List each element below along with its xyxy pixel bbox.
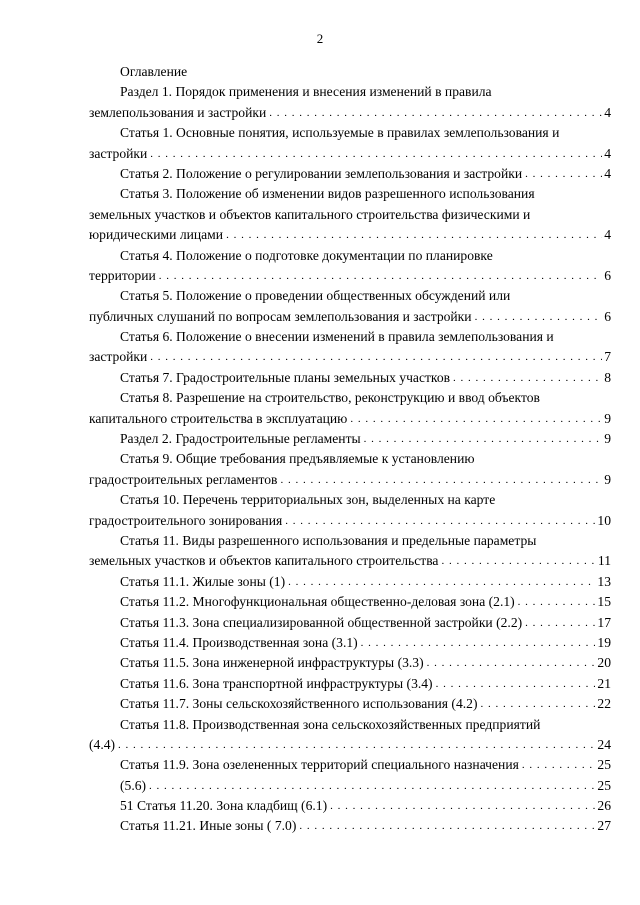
toc-dot-leader	[330, 796, 595, 816]
toc-entry-title: Статья 11.21. Иные зоны ( 7.0)	[120, 818, 297, 834]
toc-entry-title: Статья 11.6. Зона транспортной инфраструктуры (3.4)	[120, 675, 433, 691]
toc-dot-leader	[475, 307, 603, 327]
toc-entry-line: Статья 6. Положение о внесении изменений в правила землепользования и	[120, 329, 554, 345]
toc-dot-leader	[350, 409, 602, 429]
toc-page-number: 9	[604, 471, 611, 487]
toc-page-number: 6	[604, 308, 611, 324]
toc-dot-leader	[525, 613, 595, 633]
toc-dot-leader	[525, 164, 602, 184]
toc-page-number: 19	[597, 634, 611, 650]
toc-dot-leader	[150, 347, 602, 367]
toc-entry-title: Статья 11.2. Многофункциональная общественно-деловая зона (2.1)	[120, 594, 515, 610]
toc-page-number: 4	[604, 145, 611, 161]
toc-entry-title: Статья 11.9. Зона озелененных территорий специального назначения	[120, 757, 519, 773]
toc-entry[interactable]	[89, 694, 611, 714]
toc-heading: Оглавление	[120, 64, 188, 79]
toc-entry[interactable]	[89, 123, 611, 164]
toc-entry-title: градостроительного зонирования	[89, 512, 283, 528]
toc-entry[interactable]	[89, 531, 611, 572]
toc-entry-line	[89, 796, 611, 816]
toc-page-number: 13	[597, 573, 611, 589]
toc-entry-line	[89, 164, 611, 184]
page-number: 2	[316, 31, 324, 46]
toc-entry-title: застройки	[89, 349, 148, 365]
toc-entry[interactable]	[89, 184, 611, 245]
toc-entry-line	[89, 613, 611, 633]
toc-entry-line: Статья 1. Основные понятия, используемые в правилах землепользования и	[120, 125, 560, 141]
toc-entry-title: (5.6)	[120, 777, 147, 793]
toc-entry-line: Раздел 1. Порядок применения и внесения изменений в правила	[120, 84, 492, 100]
toc-page-number: 20	[597, 655, 611, 671]
toc-entry-title: (4.4)	[89, 736, 116, 752]
toc-page-number: 22	[597, 696, 611, 712]
toc-dot-leader	[159, 266, 602, 286]
toc-entry-title: Статья 7. Градостроительные планы земельных участков	[120, 369, 451, 385]
toc-dot-leader	[361, 633, 596, 653]
toc-dot-leader	[522, 755, 596, 775]
toc-entry[interactable]	[89, 592, 611, 612]
toc-page-number: 4	[604, 104, 611, 120]
toc-entry-line: земельных участков и объектов капитального строительства физическими и	[89, 206, 531, 222]
toc-entry-title: земельных участков и объектов капитального строительства	[89, 553, 439, 569]
toc-entry-line: Статья 11.8. Производственная зона сельскохозяйственных предприятий	[120, 716, 541, 732]
toc-page-number: 7	[604, 349, 611, 365]
toc-entry[interactable]	[89, 246, 611, 287]
toc-page-number: 11	[597, 553, 611, 569]
toc-page-number: 25	[597, 757, 611, 773]
toc-dot-leader	[150, 144, 602, 164]
toc-entry-title: градостроительных регламентов	[89, 471, 278, 487]
toc-entry-line: Статья 3. Положение об изменении видов разрешенного использования	[120, 186, 535, 202]
toc-dot-leader	[285, 511, 595, 531]
toc-entry[interactable]	[89, 388, 611, 429]
toc-dot-leader	[441, 551, 595, 571]
toc-dot-leader	[226, 225, 602, 245]
toc-entry[interactable]	[89, 613, 611, 633]
toc-entry-title: Статья 11.7. Зоны сельскохозяйственного использования (4.2)	[120, 696, 478, 712]
toc-entry-line: Статья 11. Виды разрешенного использования и предельные параметры	[120, 532, 537, 548]
toc-entry-line	[89, 347, 611, 367]
toc-entry-line: Статья 10. Перечень территориальных зон, выделенных на карте	[120, 492, 496, 508]
toc-entry-line	[89, 572, 611, 592]
toc-entry-line	[89, 225, 611, 245]
toc-entry-line	[89, 266, 611, 286]
toc-entry-title: юридическими лицами	[89, 227, 224, 243]
toc-entry-title: Статья 11.3. Зона специализированной общественной застройки (2.2)	[120, 614, 523, 630]
toc-entry[interactable]	[89, 327, 611, 368]
toc-entry-line	[89, 429, 611, 449]
toc-dot-leader	[427, 653, 596, 673]
toc-entry-line: Статья 5. Положение о проведении общественных обсуждений или	[120, 288, 511, 304]
toc-entry[interactable]	[89, 82, 611, 123]
toc-page-number: 4	[604, 227, 611, 243]
toc-entry-line	[89, 144, 611, 164]
toc-page-number: 27	[597, 818, 611, 834]
toc-entry-line: Статья 4. Положение о подготовке документации по планировке	[120, 247, 493, 263]
toc-page-number: 26	[597, 798, 611, 814]
toc-dot-leader	[436, 674, 596, 694]
toc-entry-title: Статья 11.1. Жилые зоны (1)	[120, 573, 286, 589]
toc-page-number: 6	[604, 267, 611, 283]
toc-entry-title: Статья 11.5. Зона инженерной инфраструктуры (3.3)	[120, 655, 424, 671]
toc-entry[interactable]	[89, 776, 611, 796]
toc-entry[interactable]	[89, 449, 611, 490]
toc-entry-title: капитального строительства в эксплуатацию	[89, 410, 348, 426]
toc-entry-title: территории	[89, 267, 156, 283]
toc-entry[interactable]	[89, 755, 611, 775]
toc-entry-line	[89, 307, 611, 327]
toc-dot-leader	[480, 694, 595, 714]
toc-entries	[89, 82, 611, 836]
toc-entry[interactable]	[89, 368, 611, 388]
toc-entry-line	[89, 409, 611, 429]
toc-entry-line	[89, 674, 611, 694]
toc-entry[interactable]	[89, 674, 611, 694]
toc-entry[interactable]	[89, 164, 611, 184]
toc-entry[interactable]	[89, 796, 611, 816]
toc-entry-line	[89, 103, 611, 123]
toc-entry-title: публичных слушаний по вопросам землепользования и застройки	[89, 308, 472, 324]
toc-entry-line	[89, 368, 611, 388]
toc-entry[interactable]	[89, 715, 611, 756]
toc-page-number: 8	[604, 369, 611, 385]
toc-entry-title: Статья 11.4. Производственная зона (3.1)	[120, 634, 358, 650]
toc-page-number: 25	[597, 777, 611, 793]
toc-entry[interactable]	[89, 429, 611, 449]
toc-entry-line	[89, 653, 611, 673]
toc-page-number: 15	[597, 594, 611, 610]
toc-page-number: 9	[604, 410, 611, 426]
toc-dot-leader	[269, 103, 602, 123]
toc-page-number: 10	[597, 512, 611, 528]
toc-entry-line	[89, 592, 611, 612]
toc-dot-leader	[364, 429, 603, 449]
toc-entry-title: землепользования и застройки	[89, 104, 267, 120]
toc-entry-line	[89, 511, 611, 531]
toc-entry-line	[89, 776, 611, 796]
toc-entry[interactable]	[89, 286, 611, 327]
toc-entry-title: застройки	[89, 145, 148, 161]
toc-page-number: 17	[597, 614, 611, 630]
toc-dot-leader	[288, 572, 595, 592]
toc-page-number: 4	[604, 165, 611, 181]
toc-entry[interactable]	[89, 572, 611, 592]
toc-dot-leader	[149, 776, 595, 796]
toc-entry-title: Статья 2. Положение о регулировании землепользования и застройки	[120, 165, 523, 181]
toc-entry[interactable]	[89, 633, 611, 653]
toc-entry-line: Статья 9. Общие требования предъявляемые к установлению	[120, 451, 475, 467]
toc-entry-line	[89, 735, 611, 755]
toc-dot-leader	[453, 368, 602, 388]
toc-dot-leader	[118, 735, 595, 755]
toc-entry[interactable]	[89, 816, 611, 836]
toc-entry-line	[89, 816, 611, 836]
table-of-contents	[89, 62, 611, 837]
toc-dot-leader	[518, 592, 596, 612]
toc-entry-line	[89, 633, 611, 653]
toc-page-number: 24	[597, 736, 611, 752]
toc-entry-line	[89, 551, 611, 571]
toc-entry-line: Статья 8. Разрешение на строительство, реконструкцию и ввод объектов	[120, 390, 540, 406]
toc-page-number: 21	[597, 675, 611, 691]
toc-entry-line	[89, 470, 611, 490]
toc-entry[interactable]	[89, 490, 611, 531]
toc-page-number: 9	[604, 431, 611, 447]
toc-entry[interactable]	[89, 653, 611, 673]
toc-entry-title: Раздел 2. Градостроительные регламенты	[120, 431, 361, 447]
toc-entry-line	[89, 755, 611, 775]
toc-dot-leader	[280, 470, 602, 490]
toc-entry-line	[89, 694, 611, 714]
toc-dot-leader	[299, 816, 595, 836]
toc-entry-title: 51 Статья 11.20. Зона кладбищ (6.1)	[120, 798, 328, 814]
